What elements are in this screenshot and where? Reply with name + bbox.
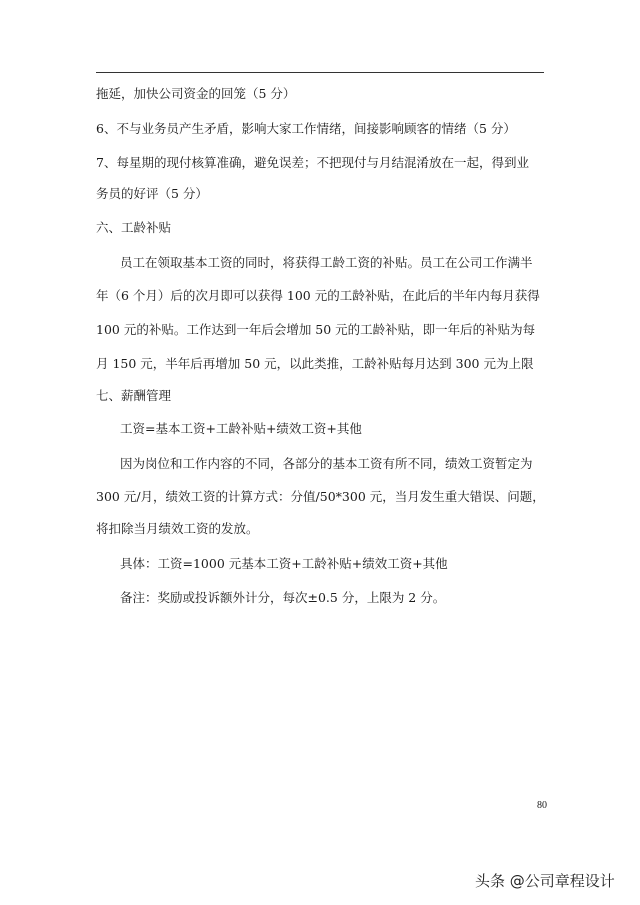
text-line-1: 拖延，加快公司资金的回笼（5 分） (96, 86, 296, 101)
watermark: 头条 @公司章程设计 (475, 872, 615, 890)
header-rule (96, 72, 544, 73)
text-line-15: 具体：工资=1000 元基本工资+工龄补贴+绩效工资+其他 (120, 556, 448, 571)
text-line-8: 100 元的补贴。工作达到一年后会增加 50 元的工龄补贴，即一年后的补贴为每 (96, 322, 536, 337)
page-number: 80 (537, 800, 547, 811)
text-line-7: 年（6 个月）后的次月即可以获得 100 元的工龄补贴，在此后的半年内每月获得 (96, 288, 540, 303)
text-line-4: 务员的好评（5 分） (96, 186, 208, 201)
text-line-6: 员工在领取基本工资的同时，将获得工龄工资的补贴。员工在公司工作满半 (120, 255, 533, 270)
text-line-13: 300 元/月，绩效工资的计算方式：分值/50*300 元，当月发生重大错误、问题， (96, 489, 545, 504)
text-line-2: 6、不与业务员产生矛盾，影响大家工作情绪，间接影响顾客的情绪（5 分） (96, 121, 516, 136)
section-heading-salary: 七、薪酬管理 (96, 388, 172, 403)
text-line-9: 月 150 元，半年后再增加 50 元，以此类推，工龄补贴每月达到 300 元为上限 (96, 356, 534, 371)
text-line-14: 将扣除当月绩效工资的发放。 (96, 521, 259, 536)
text-line-11: 工资=基本工资+工龄补贴+绩效工资+其他 (120, 421, 362, 436)
section-heading-seniority: 六、工龄补贴 (96, 220, 172, 235)
text-line-16: 备注：奖励或投诉额外计分，每次±0.5 分，上限为 2 分。 (120, 590, 446, 605)
text-line-3: 7、每星期的现付核算准确，避免误差；不把现付与月结混淆放在一起，得到业 (96, 155, 529, 170)
text-line-12: 因为岗位和工作内容的不同，各部分的基本工资有所不同，绩效工资暂定为 (120, 456, 533, 471)
